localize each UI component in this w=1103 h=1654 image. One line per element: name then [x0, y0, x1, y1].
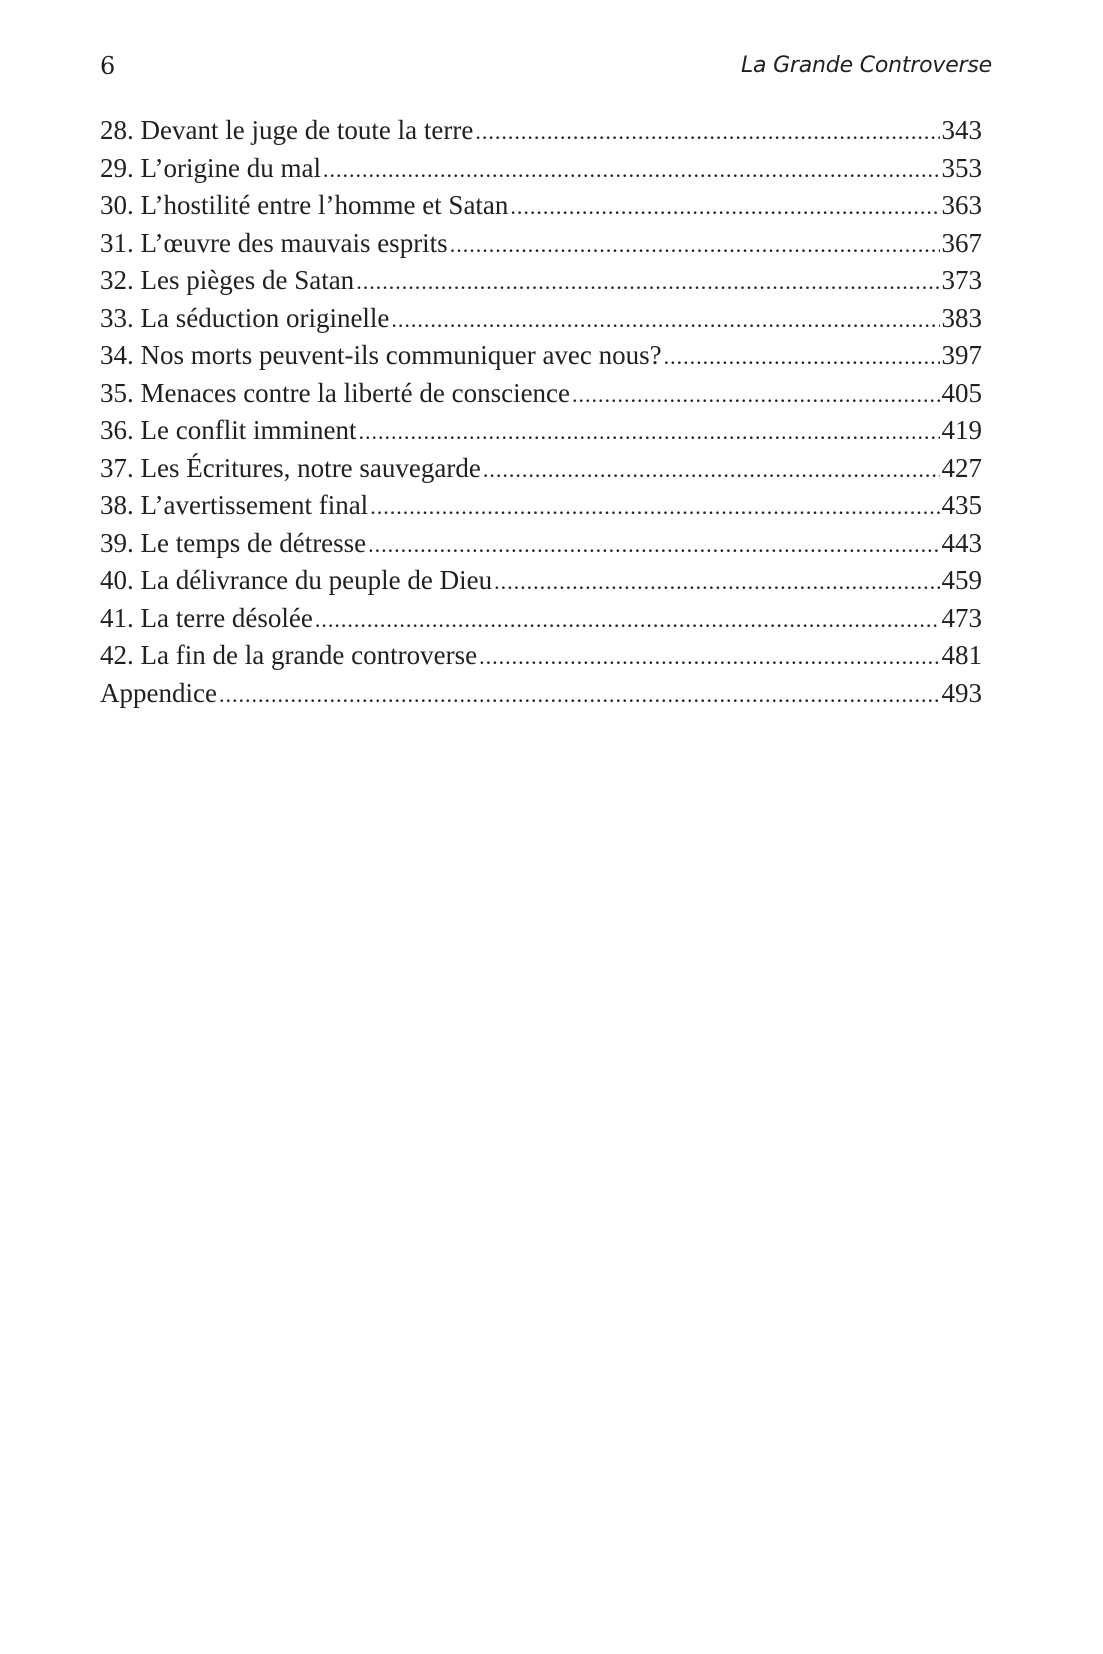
dot-leader	[494, 563, 939, 601]
toc-entry-33	[100, 300, 982, 338]
running-header	[100, 48, 992, 84]
toc-entry-34	[100, 337, 982, 375]
dot-leader	[391, 301, 939, 339]
toc-entry-title: 31. L’œuvre des mauvais esprits	[100, 227, 448, 258]
toc-entry-page: 405	[941, 377, 982, 408]
toc-entry-page: 343	[941, 115, 982, 145]
toc-entry-title: 38. L’avertissement final	[100, 490, 369, 520]
toc-entry-page: 419	[941, 415, 982, 445]
toc-entry-35	[100, 375, 982, 413]
toc-entry-page: 383	[941, 302, 982, 333]
toc-entry-page: 353	[941, 152, 982, 183]
page-number: 6	[100, 52, 116, 80]
toc-entry-title: 32. Les pièges de Satan	[100, 265, 355, 295]
dot-leader	[323, 151, 940, 189]
toc-entry-page: 363	[941, 190, 982, 220]
book-title: La Grande Controverse	[740, 53, 992, 78]
toc-entry-title: 29. L’origine du mal	[100, 152, 321, 183]
toc-entry-41	[100, 600, 982, 638]
dot-leader	[356, 263, 939, 301]
dot-leader	[370, 488, 939, 526]
toc-entry-page: 373	[941, 265, 982, 295]
toc-entry-title: Appendice	[100, 677, 217, 708]
toc-entry-42	[100, 637, 982, 675]
toc-entry-appendix	[100, 675, 982, 713]
toc-entry-38	[100, 487, 982, 525]
toc-entry-page: 443	[941, 527, 982, 558]
toc-entry-page: 427	[941, 452, 982, 483]
dot-leader	[450, 226, 940, 264]
toc-entry-39	[100, 525, 982, 563]
toc-entry-title: 34. Nos morts peuvent-ils communiquer avec nous?	[100, 340, 662, 370]
toc-entry-40	[100, 562, 982, 600]
toc-entry-page: 473	[941, 602, 982, 633]
dot-leader	[664, 338, 940, 376]
toc-entry-title: 28. Devant le juge de toute la terre	[100, 115, 474, 145]
dot-leader	[219, 676, 940, 714]
toc-entry-36	[100, 412, 982, 450]
table-of-contents	[100, 112, 982, 712]
toc-entry-29	[100, 150, 982, 188]
toc-entry-37	[100, 450, 982, 488]
toc-entry-page: 435	[941, 490, 982, 520]
toc-entry-page: 397	[941, 340, 982, 370]
toc-entry-32	[100, 262, 982, 300]
dot-leader	[483, 451, 940, 489]
dot-leader	[315, 601, 940, 639]
toc-entry-title: 37. Les Écritures, notre sauvegarde	[100, 452, 481, 483]
toc-entry-title: 36. Le conflit imminent	[100, 415, 357, 445]
dot-leader	[475, 113, 939, 151]
dot-leader	[358, 413, 939, 451]
dot-leader	[368, 526, 939, 564]
toc-entry-page: 481	[941, 640, 982, 670]
toc-entry-title: 30. L’hostilité entre l’homme et Satan	[100, 190, 509, 220]
toc-entry-30	[100, 187, 982, 225]
dot-leader	[572, 376, 939, 414]
toc-entry-page: 459	[941, 565, 982, 595]
toc-entry-title: 35. Menaces contre la liberté de conscience	[100, 377, 571, 408]
toc-entry-title: 33. La séduction originelle	[100, 302, 390, 333]
toc-entry-page: 367	[941, 227, 982, 258]
toc-entry-title: 41. La terre désolée	[100, 602, 313, 633]
toc-entry-page: 493	[941, 677, 982, 708]
dot-leader	[510, 188, 939, 226]
toc-entry-31	[100, 225, 982, 263]
toc-entry-title: 42. La fin de la grande controverse	[100, 640, 478, 670]
toc-entry-28	[100, 112, 982, 150]
dot-leader	[479, 638, 939, 676]
toc-entry-title: 40. La délivrance du peuple de Dieu	[100, 565, 493, 595]
toc-entry-title: 39. Le temps de détresse	[100, 527, 367, 558]
